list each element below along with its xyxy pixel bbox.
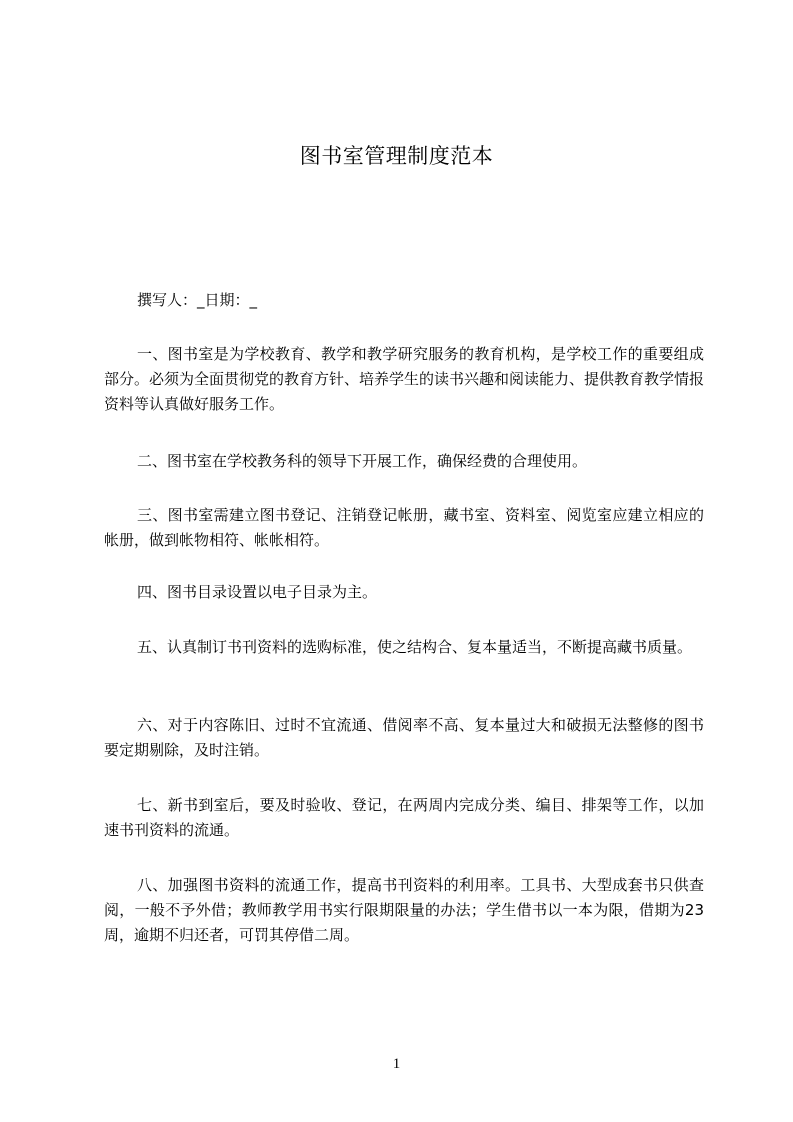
document-title: 图书室管理制度范本 bbox=[299, 144, 494, 168]
author-date-line: 撰写人：_日期：_ bbox=[137, 291, 258, 309]
paragraph-7: 七、新书到室后，要及时验收、登记，在两周内完成分类、编目、排架等工作，以加速书刊资料的流通。 bbox=[104, 796, 704, 839]
paragraph-8: 八、加强图书资料的流通工作，提高书刊资料的利用率。工具书、大型成套书只供查阅，一般不予外借；教师教学用书实行限期限量的办法；学生借书以一本为限，借期为23周，逾期不归还者，可罚其停借二周。 bbox=[104, 876, 704, 944]
page-number: 1 bbox=[392, 1056, 401, 1072]
paragraph-4: 四、图书目录设置以电子目录为主。 bbox=[137, 583, 378, 601]
paragraph-1: 一、图书室是为学校教育、教学和教学研究服务的教育机构，是学校工作的重要组成部分。必须为全面贯彻党的教育方针、培养学生的读书兴趣和阅读能力、提供教育教学情报资料等认真做好服务工作。 bbox=[104, 345, 705, 413]
paragraph-5: 五、认真制订书刊资料的选购标准，使之结构合、复本量适当，不断提高藏书质量。 bbox=[137, 638, 693, 656]
paragraph-2: 二、图书室在学校教务科的领导下开展工作，确保经费的合理使用。 bbox=[137, 452, 588, 470]
paragraph-6: 六、对于内容陈旧、过时不宜流通、借阅率不高、复本量过大和破损无法整修的图书要定期剔除，及时注销。 bbox=[104, 716, 704, 759]
paragraph-3: 三、图书室需建立图书登记、注销登记帐册，藏书室、资料室、阅览室应建立相应的帐册，做到帐物相符、帐帐相符。 bbox=[104, 506, 704, 549]
